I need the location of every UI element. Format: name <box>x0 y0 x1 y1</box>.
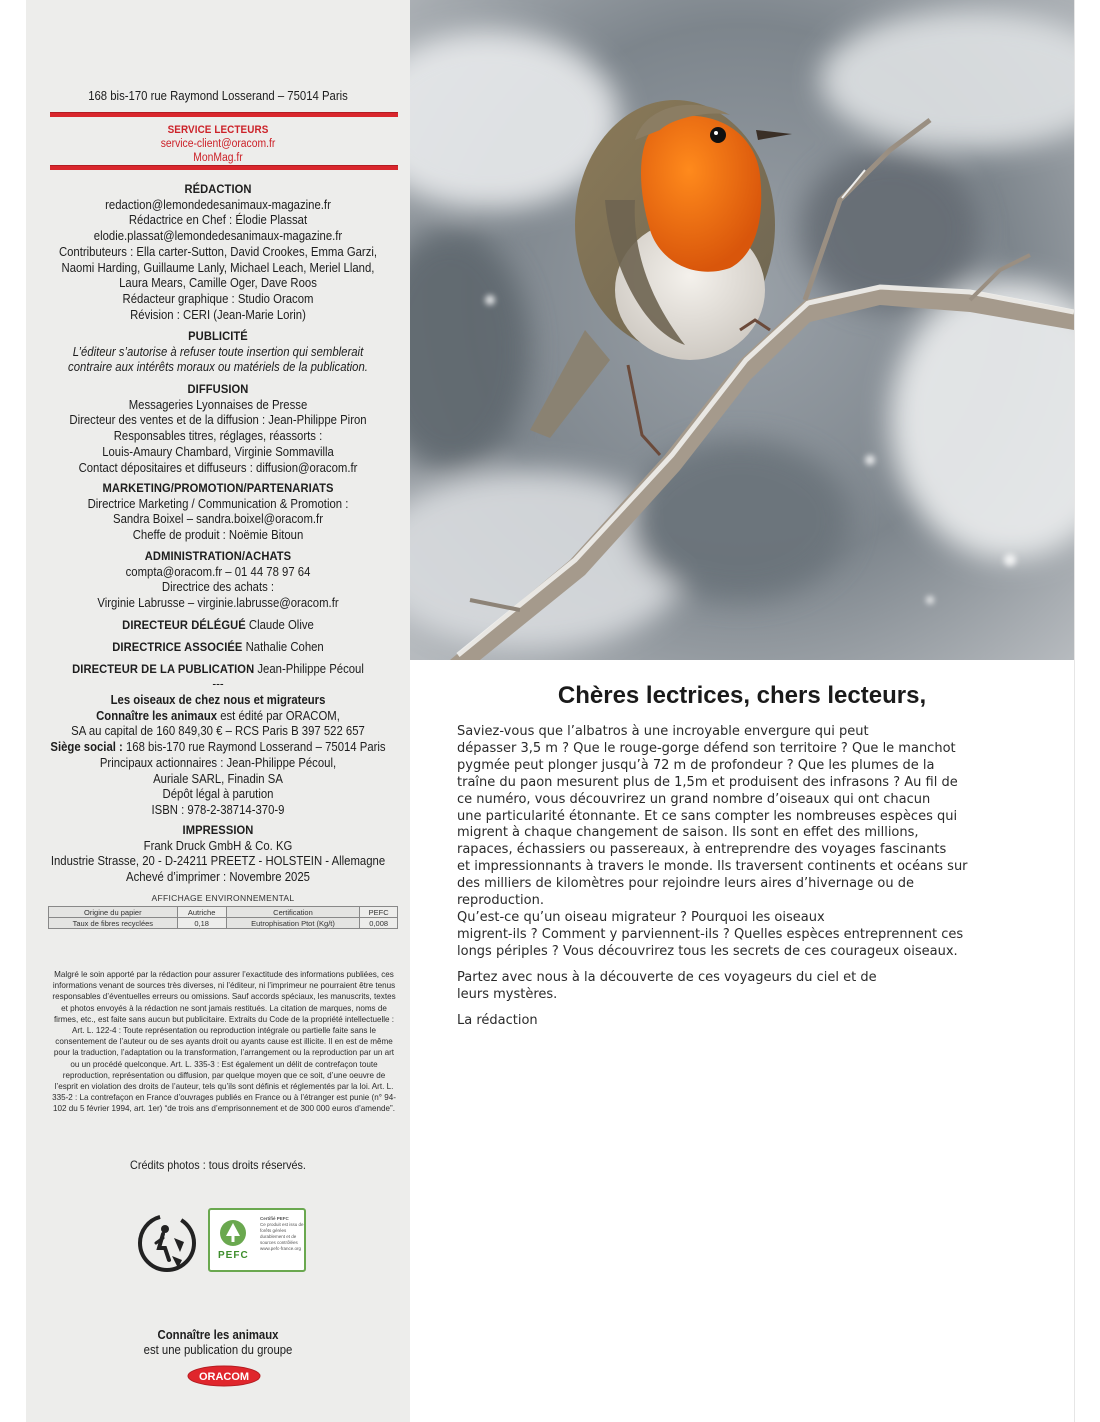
environmental-table: AFFICHAGE ENVIRONNEMENTAL Origine du papier Autriche Certification PEFC Taux de fibres recyclées 0,18 Eutrophisation Ptot (Kg/t) 0,008 <box>48 893 398 929</box>
editorial-paragraph: Partez avec nous à la découverte de ces voyageurs du ciel et de leurs mystères. <box>457 969 877 1002</box>
svg-text:ORACOM: ORACOM <box>198 1371 250 1383</box>
photo-credits: Crédits photos : tous droits réservés. <box>130 1158 306 1172</box>
section-title: PUBLICITÉ <box>188 329 248 343</box>
service-client-email[interactable]: service-client@oracom.fr <box>160 138 276 150</box>
directeur-delegue: DIRECTEUR DÉLÉGUÉ Claude Olive <box>122 618 314 632</box>
service-lecteurs <box>45 123 391 165</box>
impression-section: IMPRESSION Frank Druck GmbH & Co. KG Industrie Strasse, 20 - D-24211 PREETZ - HOLSTEIN - Allemagne Achevé d’imprimer : Novembre 2025 <box>45 823 391 886</box>
publicite-section: PUBLICITÉ L’éditeur s’autorise à refuser toute insertion qui semblerait contraire aux intérêts moraux ou matériels de la publication. <box>45 329 391 376</box>
environment-grid: Origine du papier Autriche Certification PEFC Taux de fibres recyclées 0,18 Eutrophisation Ptot (Kg/t) 0,008 <box>48 906 398 929</box>
administration-section: ADMINISTRATION/ACHATS compta@oracom.fr – 01 44 78 97 64 Directrice des achats : Virginie Labrusse – virginie.labrusse@oracom.fr <box>45 549 391 612</box>
publisher-address: 168 bis-170 rue Raymond Losserand – 75014 Paris <box>88 89 348 103</box>
page-edge <box>1074 0 1100 1422</box>
publisher-footer: Connaître les animaux est une publication du groupe <box>143 1328 293 1357</box>
separator: --- <box>212 677 224 691</box>
red-divider <box>50 112 398 117</box>
section-title: MARKETING/PROMOTION/PARTENARIATS <box>102 481 334 495</box>
directrice-associee: DIRECTRICE ASSOCIÉE Nathalie Cohen <box>112 640 324 654</box>
oracom-logo <box>186 1364 262 1388</box>
pefc-tree-icon <box>218 1218 248 1248</box>
section-title: ADMINISTRATION/ACHATS <box>144 549 292 563</box>
publication-info: Les oiseaux de chez nous et migrateurs Connaître les animaux est édité par ORACOM, SA au capital de 160 849,30 € – RCS Paris B 397 522 657 Siège social : 168 bis-170 rue Raymond Losserand – 75014 Paris Principaux actionnaires : Jean-Philippe Pécoul, Auriale SARL, Finadin SA Dépôt légal à parution ISBN : 978-2-38714-370-9 <box>50 693 386 817</box>
red-divider <box>50 165 398 170</box>
pefc-certification: PEFC Certifié PEFC Ce produit est issu de forêts gérées durablement et de sources contrôlées www.pefc-france.org <box>208 1208 306 1272</box>
editorial-body <box>457 724 1067 1038</box>
marketing-section: MARKETING/PROMOTION/PARTENARIATS Directrice Marketing / Communication & Promotion : Sandra Boixel – sandra.boixel@oracom.fr Cheffe de produit : Noëmie Bitoun <box>45 481 391 544</box>
section-title: DIFFUSION <box>187 382 249 396</box>
editorial-paragraph: Saviez-vous que l’albatros à une incroyable envergure qui peut dépasser 3,5 m ? Que le rouge-gorge défend son territoire ? Que le manchot pygmée peut plonger jusqu’à 72 m de profondeur ? Que les plumes de la traîne du paon mesurent plus de 1,5m et produisent des infrasons ? Au fil de ce numéro, vous découvrirez un grand nombre d’oiseaux qui ont chacun une particularité étonnante. Et ce sans compter les nombreuses espèces qui migrent à chaque changement de saison. Ils sont en effet des millions, rapaces, échassiers ou passereaux, à entreprendre des voyages fascinants et impressionnants à travers le monde. Ils traversent continents et océans sur des milliers de kilomètres pour rejoindre leurs aires d’hivernage ou de reproduction. Qu’est-ce qu’un oiseau migrateur ? Pourquoi les oiseaux migrent-ils ? Comment y parviennent-ils ? Quelles espèces entreprennent ces longs périples ? Vous découvrirez tous les secrets de ces courageux oiseaux. <box>457 724 968 959</box>
editorial-signature: La rédaction <box>457 1012 538 1028</box>
diffusion-section: DIFFUSION Messageries Lyonnaises de Presse Directeur des ventes et de la diffusion : Jean-Philippe Piron Responsables titres, réglages, réassorts : Louis-Amaury Chambard, Virginie Sommavilla Contact dépositaires et diffuseurs : diffusion@oracom.fr <box>45 382 391 476</box>
recycle-icon <box>136 1212 198 1274</box>
section-title: RÉDACTION <box>184 182 252 196</box>
robin-photo <box>410 0 1074 660</box>
redaction-email[interactable]: redaction@lemondedesanimaux-magazine.fr <box>105 197 331 212</box>
masthead-column <box>26 0 410 1422</box>
monmag-link[interactable]: MonMag.fr <box>193 152 243 164</box>
redaction-section: RÉDACTION redaction@lemondedesanimaux-magazine.fr Rédactrice en Chef : Élodie Plassat elodie.plassat@lemondedesanimaux-magazine.fr Contributeurs : Ella carter-Sutton, David Crookes, Emma Garzi, Naomi Harding, Guillaume Lanly, Michael Leach, Meriel Lland, Laura Mears, Camille Oger, Dave Roos Rédacteur graphique : Studio Oracom Révision : CERI (Jean-Marie Lorin) <box>45 182 391 323</box>
editor-email[interactable]: elodie.plassat@lemondedesanimaux-magazine.fr <box>93 229 343 244</box>
section-title: IMPRESSION <box>182 823 254 837</box>
editorial-title: Chères lectrices, chers lecteurs, <box>557 682 927 709</box>
directeur-publication: DIRECTEUR DE LA PUBLICATION Jean-Philippe Pécoul <box>72 662 364 676</box>
service-lecteurs-title: SERVICE LECTEURS <box>167 124 269 136</box>
legal-notice: Malgré le soin apporté par la rédaction pour assurer l’exactitude des informations publiées, ces informations venant de sources très diverses, ni l’éditeur, ni l’imprimeur ne pourraient être tenus responsables d’éventuelles erreurs ou omissions. Sauf accords spéciaux, les manuscrits, textes et photos envoyés à la rédaction ne sont jamais restitués. La citation de marques, noms de firmes, etc., est faite sans aucun but publicitaire. Extraits du Code de la propriété intellectuelle : Art. L. 122-4 : Toute représentation ou reproduction intégrale ou partielle faite sans le consentement de l’auteur ou de ses ayants droit ou ayants cause est illicite. Il en est de même pour la traduction, l’adaptation ou la transformation, l’arrangement ou la reproduction par un art ou un procédé quelconque. Art. L. 335-3 : Est également un délit de contrefaçon toute reproduction, représentation ou diffusion, par quelque moyen que ce soit, d’une oeuvre de l’esprit en violation des droits de l’auteur, tels qu’ils sont définis et réglementés par la loi. Art. L. 335-2 : La contrefaçon en France d’ouvrages publiés en France ou à l’étranger est punie (n° 94-102 du 5 février 1994, art. 1er) “de trois ans d’emprisonnement et de 300 000 euros d’amende”. <box>52 970 396 1114</box>
